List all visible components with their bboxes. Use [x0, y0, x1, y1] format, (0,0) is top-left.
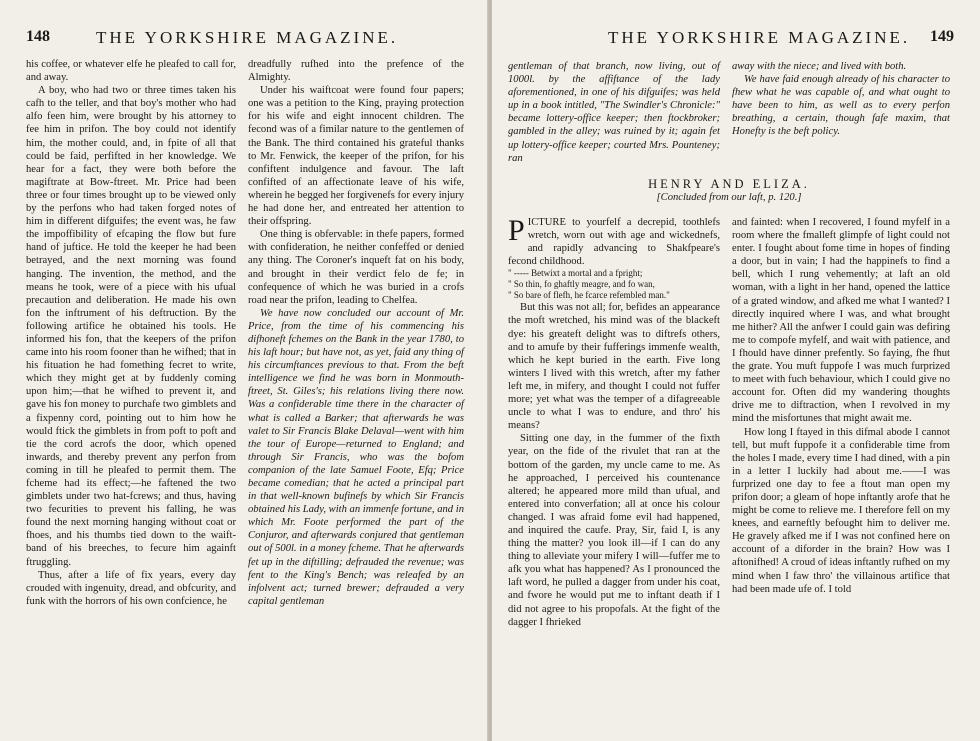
left-page-number: 148: [26, 28, 50, 45]
left-column-2: [248, 58, 464, 608]
paragraph: How long I ftayed in this difmal abode I cannot tell, but muft fuppofe it a confiderable time from the holes I made, every time I had dined, with a pin in a letter I luckily had about me.——I was furprized one day to fee a ftout man open my prifon door; a gleam of hope inftantly arofe that he might be come to relieve me. I therefore fell on my knees, and earneftly befought him to deliver me. He gravely afked me if I was not confined here on account of a diforder in the brain? How was I aftonifhed! A croud of ideas inftantly rufhed on my mind when I faw thro' the villainous artifice that had been made ufe of. I told: [732, 426, 950, 595]
paragraph: Thus, after a life of fix years, every day crouded with ingenuity, dread, and obfcurity, and funk with the horrors of his own confcience, he: [26, 569, 236, 607]
right-column-2: [732, 216, 950, 596]
paragraph: One thing is obfervable: in thefe papers, formed with confideration, he neither confeffed or denied any thing. The Coroner's inqueft fat on his body, and brought in their verdict felo de fe; in confequence of which he was buried in a crofs road near the prifon, leading to Chelfea.: [248, 229, 464, 306]
right-running-head: THE YORKSHIRE MAGAZINE.: [608, 28, 911, 47]
quote-line: " So thin, fo ghaftly meagre, and fo wan,: [508, 279, 655, 290]
right-column-1: [508, 216, 720, 629]
paragraph: Sitting one day, in the fummer of the fixth year, on the fide of the rivulet that ran at the bottom of the garden, my uncle came to me. As he approached, I perceived his countenance altered; he appeared more mild than ufual, and entered into converfation; all at once his colour changed. I was afraid fome evil had happened, and inquired the caufe. Pray, Sir, faid I, is any thing the matter? you look ill—if I can do any thing to alleviate your mifery I will—fuffer me to afk you what has happened? As I pronounced the laft word, he pulled a dagger from under his coat, and fwore he would put me to inftant death if I did not agree to his propofals. At the fight of the dagger I fhrieked: [508, 433, 720, 628]
paragraph: Under his waiftcoat were found four papers; one was a petition to the King, praying protection for his wife and eight innocent children. The fecond was of a fimilar nature to the gentlemen of the Bank. The third contained his grateful thanks to Mr. Fenwick, the keeper of the prifon, for his confiftent indulgence and favour. The laft confifted of an affectionate leave of his wife, wherein he begged her forgivenefs for every injury he had done her, and entreated her attention to their offspring.: [248, 85, 465, 228]
quote-line: " ----- Betwixt a mortal and a fpright;: [508, 268, 643, 279]
paragraph-italic: We have faid enough already of his character to fhew what he was capable of, and what ought to have been to him, as well as to every perfon breathing, a certain, though fafe maxim, that Honefty is the beft policy.: [732, 74, 950, 138]
paragraph: dreadfully rufhed into the prefence of the Almighty.: [248, 59, 464, 84]
paragraph-italic: gentleman of that branch, now living, out of 1000l. by the affiftance of the lady aforementioned, in one of his difguifes; was held up in a book intitled, "The Swindler's Chronicle:" became lottery-office keeper; then ftockbroker; gambled in the alley; was ruined by it; again fet up lottery-office keeper; courted Mrs. Pounteney; ran: [508, 61, 720, 164]
right-page: [492, 0, 980, 741]
left-column-1: [26, 58, 236, 608]
paragraph: and fainted: when I recovered, I found myfelf in a room where the fmalleft glimpfe of light could not enter. I fought about fome time in hopes of finding a door, but in vain; I had the happinefs to find a bell, which I rung vehemently; at laft an old woman, with a light in her hand, opened the lattice of a grated window, and afked me what I wanted? I directly inquired where I was, and what brought me hither? All the anfwer I could gain was defiring me to compofe myfelf, and wait with patience, and I fhould have dinner prefently. So faying, fhe fhut the grate. You muft fuppofe I was much furprized to meet with fuch behaviour, which I could give no account for. Often did my wandering thoughts drive me to diftraction, when I revolved in my mind the misfortunes that might await me.: [732, 217, 950, 425]
paragraph: But this was not all; for, befides an appearance the moft wretched, his mind was of the blackeft dye: his greateft delight was to diftrefs others, and to amufe by their fufferings immenfe wealth, which he kept buried in the earth. Five long winters I lived with this wretch, after my father left me, in mifery, and thought I could not fuffer more; yet what was the temper of a difagreeable uncle to what I was to endure, and thro' his means?: [508, 302, 720, 432]
opening-text: ICTURE to yourfelf a decrepid, toothlefs wretch, worn out with age and wickednefs, and rapidly advancing to Shakfpeare's fecond childhood.: [508, 217, 720, 268]
quote-line: " So bare of flefh, he fcarce refembled man.": [508, 290, 670, 301]
story-subtitle: [Concluded from our laft, p. 120.]: [656, 192, 802, 204]
left-page: [0, 0, 488, 741]
paragraph-italic: away with the niece; and lived with both.: [732, 61, 907, 72]
drop-cap: P: [508, 214, 525, 247]
left-running-head: THE YORKSHIRE MAGAZINE.: [96, 28, 399, 47]
right-top-column-1: [508, 60, 720, 165]
right-top-column-2: [732, 60, 950, 139]
opening-paragraph: [508, 216, 720, 268]
paragraph: his coffee, or whatever elfe he pleafed to call for, and away.: [26, 59, 236, 84]
story-title: HENRY AND ELIZA.: [648, 177, 810, 191]
left-header: [26, 28, 462, 56]
story-heading: [508, 178, 950, 204]
paragraph-italic: We have now concluded our account of Mr. Price, from the time of his commencing his difhoneft fchemes on the Bank in the year 1780, to his laft hour; but have not, as yet, faid any thing of his circumftances previous to that. From the beft intelligence we find he was born in Monmouth-ftreet, St. Giles's; his relations living there now. Was a confiderable time there in the character of what is called a Barker; that afterwards he was valet to Sir Francis Blake Delaval—went with him the tour of Europe—returned to England; and through Sir Francis, who was the bofom companion of the late Samuel Foote, Efq; Price became comedian; that he acted a principal part in that well-known bufinefs by which Sir Francis obtained his Lady, with an immenfe fortune, and in which Mr. Foote performed the part of the Conjuror, and afterwards conjured that gentleman out of 500l. in a money fcheme. That he afterwards fet up in the diftilling; defrauded the revenue; was fent to the King's Bench; was releafed by an infolvent act; turned brewer; defrauded a very capital gentleman: [248, 307, 464, 607]
right-page-number: 149: [930, 28, 954, 45]
paragraph: A boy, who had two or three times taken his cafh to the teller, and that boy's mother who had alfo feen him, were brought by his attorney to fee him in prifon. The boy could not identify him, the mother could, and, in fpite of all that could be faid, perfifted in her knowledge. We hear for a fact, they were both before the magiftrate at Bow-ftreet. Mr. Price had been three or four times brought up to be viewed only by the perfons who had taken forged notes of him in different difguifes; the event was, he faw the impoffibility of efcaping the flow but fure hand of juftice. He told the keeper he had been betrayed, and the next morning was found hanging. The invention, the method, and the means he took, were of a piece with his ufual precaution and deliberation. He made his own fon the inftrument of his deftruction. By the following artifice he obtained his tools. He informed his fon, that the keepers of the prifon came into his room fooner than he wifhed; that in his fituation he had fomething fecret to write, which they might get at by fuddenly coming upon him;—that he wifhed to prevent it, and gave his fon money to purchafe two gimblets and a fixpenny cord, pointing out to him how he would ftick the gimblets in from poft to poft and tie the cord acrofs the door, which opened inwards, and thereby prevent any perfon from coming in till he pleafed to permit them. The fcheme had its effect;—he faftened the two gimblets under two hat-fcrews; and thus, having two fecurities to prevent his falling, he was found the next morning hanging without coat or fhoes, and his thumbs tied down to the waift-band of his breeches, to fecure him againft ftruggling.: [26, 85, 236, 568]
right-header: [518, 28, 954, 56]
